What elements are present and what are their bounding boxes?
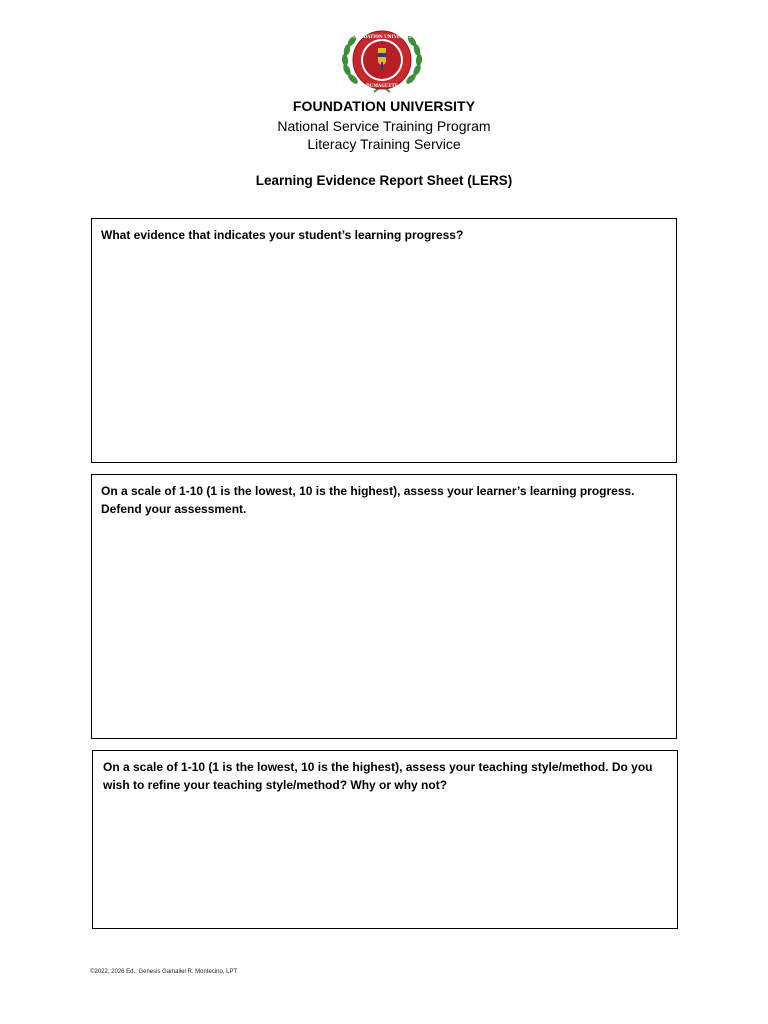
copyright-footer: ©2022, 2026 Ed., Genesis Gamaliel R. Montecino, LPT [90,969,238,975]
question-text: What evidence that indicates your student’s learning progress? [101,228,464,242]
question-box-learner-assessment[interactable] [91,474,677,739]
svg-text:DUMAGUETE: DUMAGUETE [366,83,398,88]
question-box-learning-evidence[interactable] [91,218,677,463]
program-name: National Service Training Program [277,118,491,134]
svg-text:FOUNDATION UNIVERSITY: FOUNDATION UNIVERSITY [349,34,415,39]
sheet-title: Learning Evidence Report Sheet (LERS) [255,173,513,188]
university-name: FOUNDATION UNIVERSITY [292,98,476,114]
university-seal-logo [338,26,426,98]
question-box-teaching-style[interactable] [92,750,678,929]
service-name: Literacy Training Service [307,136,461,152]
question-text: On a scale of 1-10 (1 is the lowest, 10 is the highest), assess your learner’s learning progress. Defend your assessment. [101,484,635,516]
question-text: On a scale of 1-10 (1 is the lowest, 10 is the highest), assess your teaching style/method. Do you wish to refine your teaching style/method? Why or why not? [103,760,653,792]
